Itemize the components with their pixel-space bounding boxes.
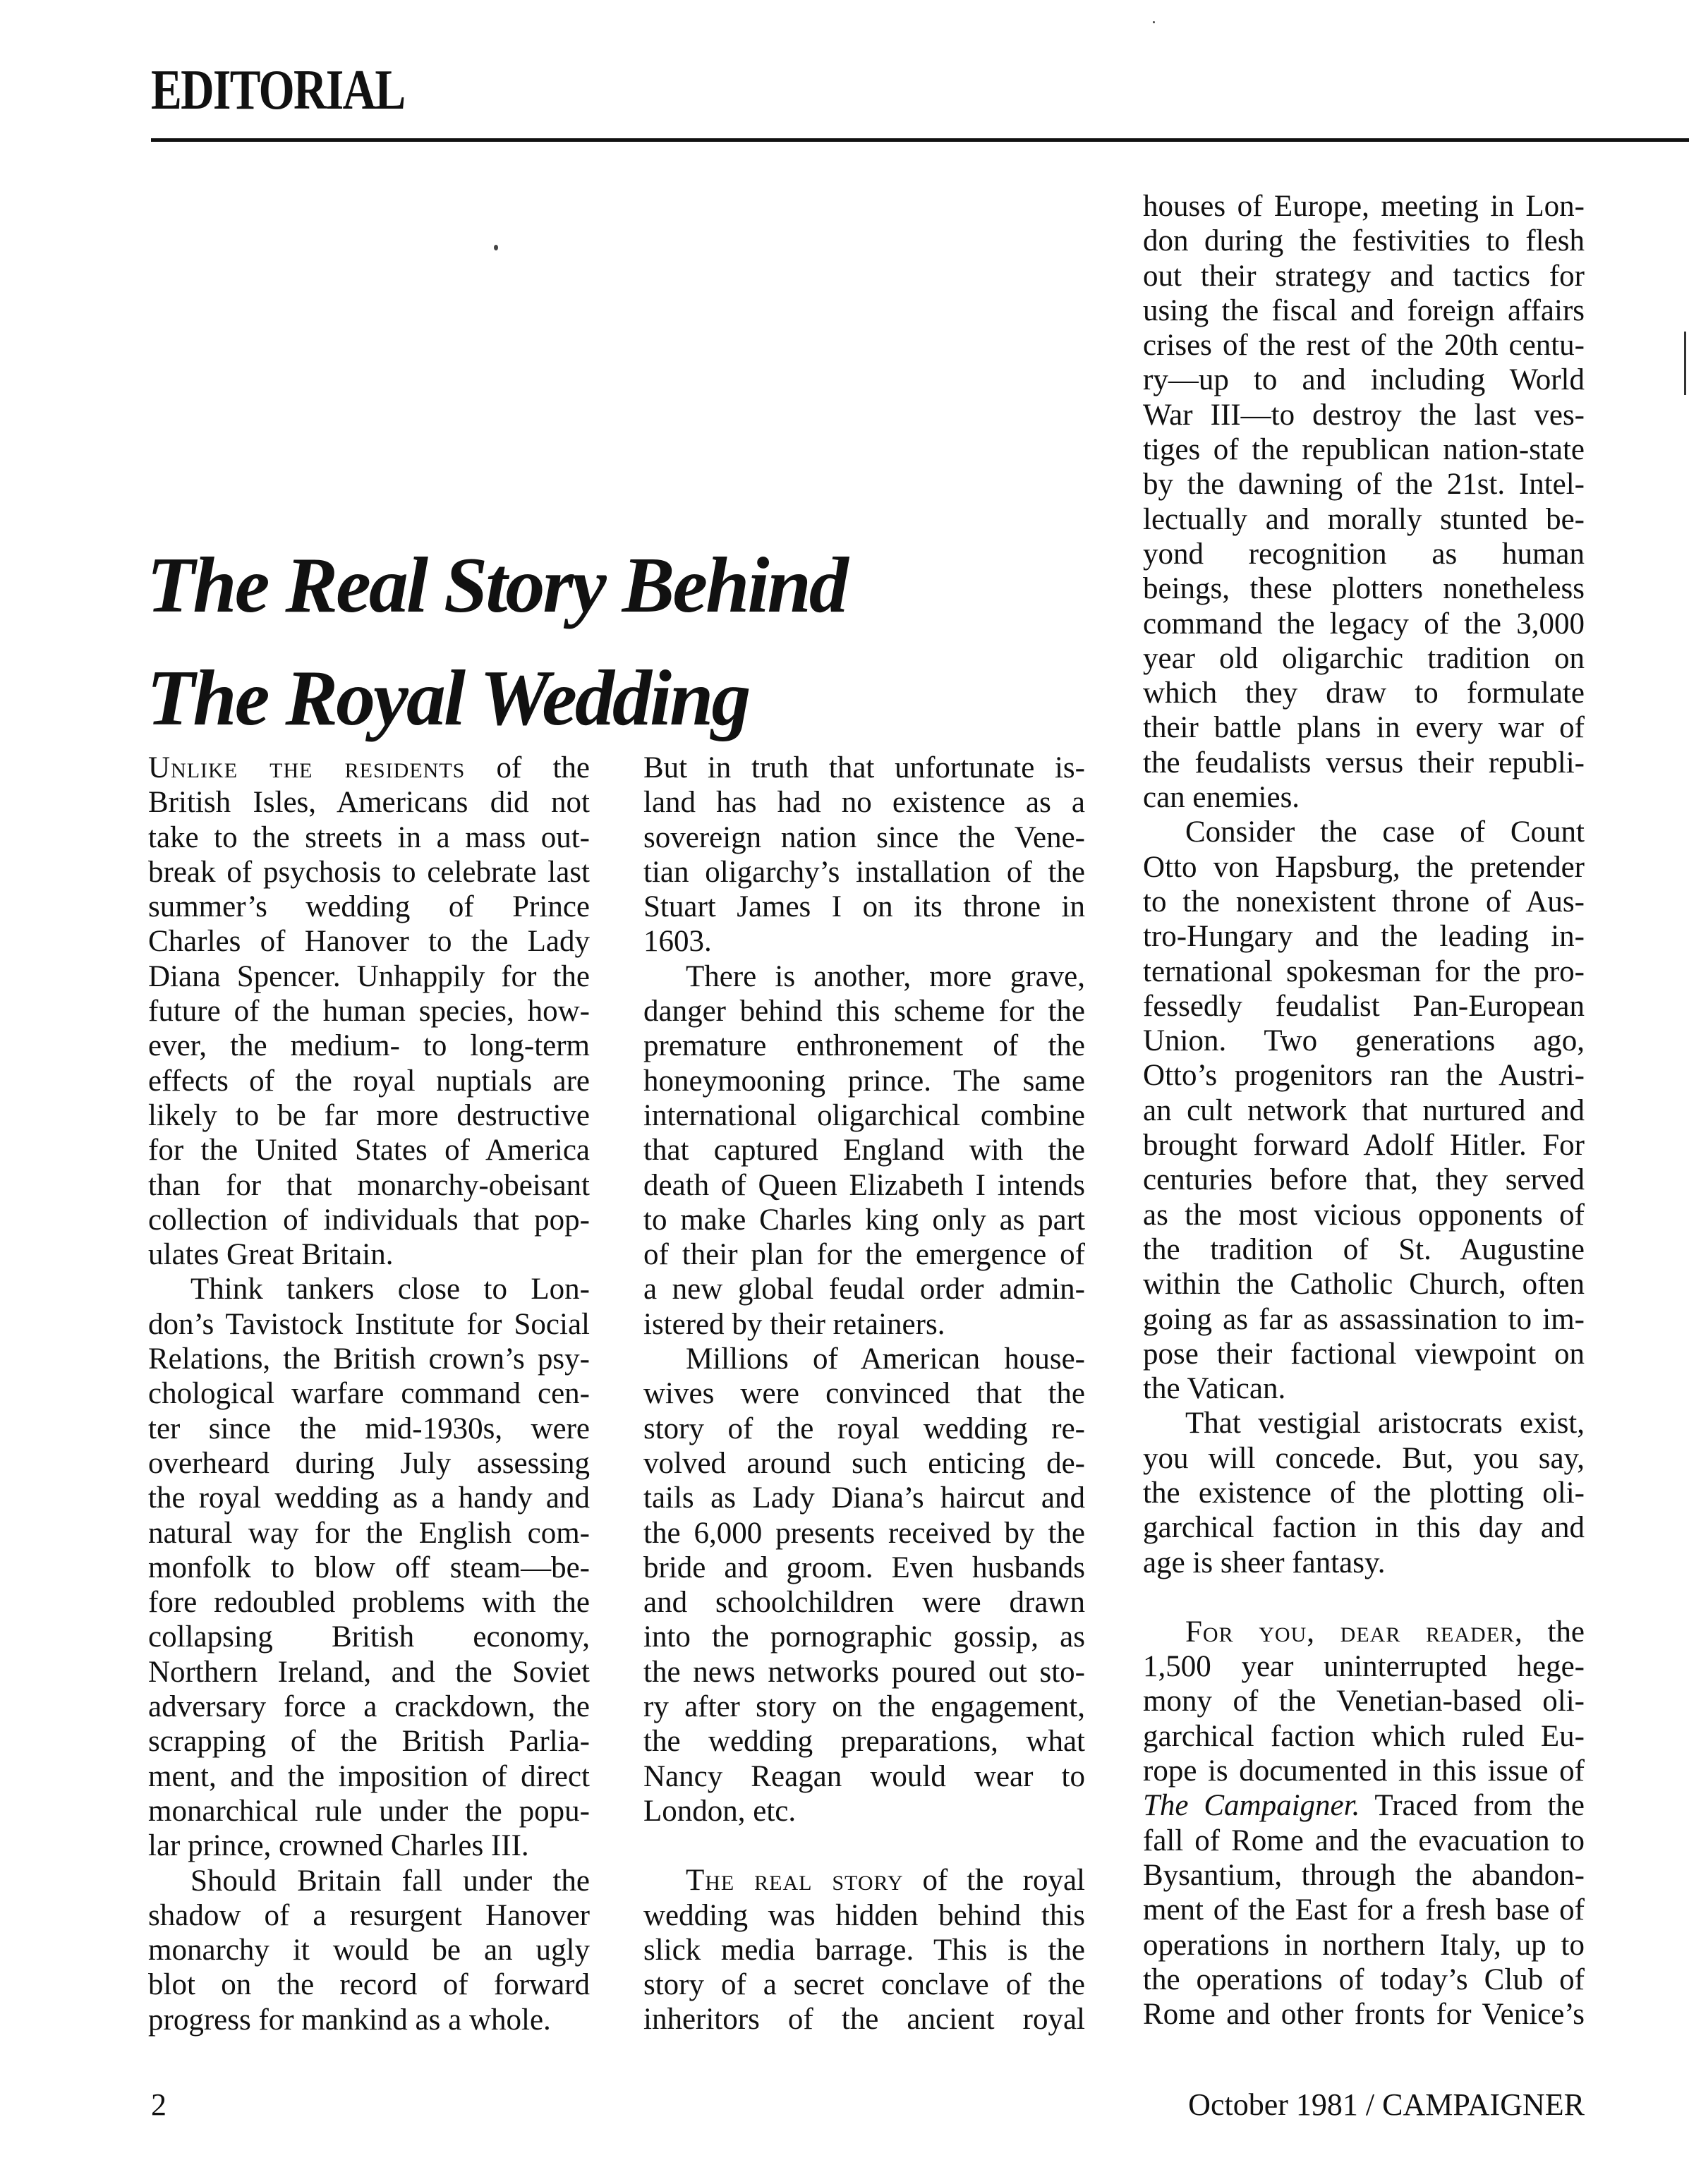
column-line: year old oligarchic tradition on (1143, 641, 1585, 675)
column-line: Relations, the British crown’s psy- (148, 1342, 590, 1376)
article-column-3 (1143, 189, 1585, 2032)
column-line: adversary force a crackdown, the (148, 1690, 590, 1724)
lead-in: For you, dear reader, (1185, 1615, 1523, 1649)
article-column-2 (643, 751, 1085, 2037)
column-line: the tradition of St. Augustine (1143, 1232, 1585, 1266)
column-line: the 6,000 presents received by the (643, 1516, 1085, 1550)
column-line: Should Britain fall under the (190, 1864, 590, 1898)
column-line: crises of the rest of the 20th centu- (1143, 329, 1585, 363)
column-line: wedding was hidden behind this (643, 1898, 1085, 1932)
column-line: ever, the medium- to long-term (148, 1029, 590, 1063)
column-line: out their strategy and tactics for (1143, 259, 1585, 293)
column-line: their battle plans in every war of (1143, 711, 1585, 745)
column-line: Think tankers close to Lon- (190, 1273, 590, 1306)
column-line: That vestigial aristocrats exist, (1185, 1407, 1585, 1440)
column-line: ry after story on the engagement, (643, 1690, 1085, 1724)
column-line: break of psychosis to celebrate last (148, 855, 590, 889)
column-line: tiges of the republican nation-state (1143, 433, 1585, 467)
column-line: inheritors of the ancient royal (643, 2003, 1085, 2037)
column-line: fore redoubled problems with the (148, 1586, 590, 1620)
column-line: to the nonexistent throne of Aus- (1143, 885, 1585, 918)
column-line: tails as Lady Diana’s haircut and (643, 1481, 1085, 1515)
column-line: istered by their retainers. (643, 1307, 945, 1341)
column-line: blot on the record of forward (148, 1968, 590, 2002)
publication-title: The Campaigner. (1143, 1789, 1360, 1823)
print-speck (1153, 21, 1155, 23)
column-line: effects of the royal nuptials are (148, 1064, 590, 1098)
column-line: overheard during July assessing (148, 1446, 590, 1480)
column-line: slick media barrage. This is the (643, 1933, 1085, 1967)
column-line: brought forward Adolf Hitler. For (1143, 1129, 1585, 1163)
column-line: yond recognition as human (1143, 537, 1585, 571)
article-title-line-2: The Royal Wedding (147, 655, 749, 742)
column-line: to make Charles king only as part (643, 1203, 1085, 1237)
column-line: age is sheer fantasy. (1143, 1546, 1386, 1579)
column-line: tro-Hungary and the leading in- (1143, 920, 1585, 954)
section-gap (643, 1828, 1085, 1863)
column-line: using the fiscal and foreign affairs (1143, 293, 1585, 327)
column-line: mony of the Venetian-based oli- (1143, 1685, 1585, 1718)
column-line: the feudalists versus their republi- (1143, 746, 1585, 779)
column-line: take to the streets in a mass out- (148, 820, 590, 854)
column-line: There is another, more grave, (686, 959, 1085, 993)
section-gap (1143, 1580, 1585, 1615)
column-line: for the United States of America (148, 1134, 590, 1167)
column-line: ry—up to and including World (1143, 363, 1585, 397)
column-line: story of a secret conclave of the (643, 1968, 1085, 2002)
column-line: scrapping of the British Parlia- (148, 1725, 590, 1759)
column-line: the existence of the plotting oli- (1143, 1476, 1585, 1510)
section-heading: EDITORIAL (151, 59, 405, 121)
column-line: danger behind this scheme for the (643, 995, 1085, 1029)
print-speck (494, 245, 498, 250)
column-line: Consider the case of Count (1185, 815, 1585, 849)
column-line: 1,500 year uninterrupted hege- (1143, 1650, 1585, 1684)
column-line: beings, these plotters nonetheless (1143, 572, 1585, 606)
column-line: volved around such enticing de- (643, 1446, 1085, 1480)
column-line: death of Queen Elizabeth I intends (643, 1168, 1085, 1202)
column-line: can enemies. (1143, 781, 1300, 815)
article-title (147, 529, 847, 755)
column-line: centuries before that, they served (1143, 1163, 1585, 1197)
column-line: future of the human species, how- (148, 995, 590, 1029)
column-line: going as far as assassination to im- (1143, 1302, 1585, 1336)
column-line: fessedly feudalist Pan-European (1143, 989, 1585, 1023)
column-line: you will concede. But, you say, (1143, 1441, 1585, 1475)
column-line: story of the royal wedding re- (643, 1412, 1085, 1445)
heading-rule (151, 138, 1689, 142)
column-line: the operations of today’s Club of (1143, 1962, 1585, 1996)
column-line: don during the festivities to flesh (1143, 224, 1585, 258)
column-line: bride and groom. Even husbands (643, 1551, 1085, 1584)
column-line: pose their factional viewpoint on (1143, 1337, 1585, 1371)
column-line: sovereign nation since the Vene- (643, 820, 1085, 854)
column-line: ulates Great Britain. (148, 1238, 394, 1272)
column-line: by the dawning of the 21st. Intel- (1143, 468, 1585, 502)
column-line: The Campaigner. Traced from the (1143, 1789, 1585, 1823)
article-title-line-1: The Real Story Behind (147, 542, 847, 629)
column-line: chological warfare command cen- (148, 1377, 590, 1411)
column-line: Bysantium, through the abandon- (1143, 1858, 1585, 1892)
column-line: that captured England with the (643, 1134, 1085, 1167)
column-line: as the most vicious opponents of (1143, 1198, 1585, 1232)
lead-in: The real story (686, 1864, 904, 1898)
column-line: Northern Ireland, and the Soviet (148, 1655, 590, 1689)
column-line: Millions of American house- (686, 1342, 1085, 1376)
column-line: ment, and the imposition of direct (148, 1759, 590, 1793)
column-line: Rome and other fronts for Venice’s (1143, 1998, 1585, 2032)
column-line: within the Catholic Church, often (1143, 1268, 1585, 1302)
column-line: Unlike the residents of the (148, 751, 590, 784)
column-line: command the legacy of the 3,000 (1143, 607, 1585, 641)
column-line: wives were convinced that the (643, 1377, 1085, 1411)
column-line: garchical faction in this day and (1143, 1511, 1585, 1545)
column-line: Stuart James I on its throne in (643, 890, 1085, 924)
column-line: the royal wedding as a handy and (148, 1481, 590, 1515)
column-line: Diana Spencer. Unhappily for the (148, 959, 590, 993)
column-line: The real story of the royal (686, 1864, 1086, 1898)
column-line: premature enthronement of the (643, 1029, 1085, 1063)
column-line: But in truth that unfortunate is- (643, 751, 1085, 784)
column-line: London, etc. (643, 1794, 797, 1828)
column-line: Union. Two generations ago, (1143, 1024, 1585, 1058)
column-line: collection of individuals that pop- (148, 1203, 590, 1237)
article-column-1 (148, 751, 590, 2037)
column-line: don’s Tavistock Institute for Social (148, 1307, 590, 1341)
column-line: progress for mankind as a whole. (148, 2003, 551, 2037)
column-line: a new global feudal order admin- (643, 1273, 1085, 1306)
column-line: monarchical rule under the popu- (148, 1794, 590, 1828)
column-line: shadow of a resurgent Hanover (148, 1898, 590, 1932)
column-line: Nancy Reagan would wear to (643, 1759, 1085, 1793)
column-line: ter since the mid-1930s, were (148, 1412, 590, 1445)
column-line: likely to be far more destructive (148, 1098, 590, 1132)
column-line: and schoolchildren were drawn (643, 1586, 1085, 1620)
column-line: British Isles, Americans did not (148, 786, 590, 820)
column-line: operations in northern Italy, up to (1143, 1928, 1585, 1962)
column-line: land has had no existence as a (643, 786, 1085, 820)
column-line: Charles of Hanover to the Lady (148, 925, 590, 959)
scan-edge-mark (1684, 332, 1686, 395)
column-line: the wedding preparations, what (643, 1725, 1085, 1759)
column-line: Otto’s progenitors ran the Austri- (1143, 1059, 1585, 1093)
column-line: Otto von Hapsburg, the pretender (1143, 850, 1585, 884)
column-line: summer’s wedding of Prince (148, 890, 590, 924)
column-line: garchical faction which ruled Eu- (1143, 1719, 1585, 1753)
column-line: monarchy it would be an ugly (148, 1934, 590, 1967)
column-line: collapsing British economy, (148, 1620, 590, 1654)
issue-footer: October 1981 / CAMPAIGNER (1188, 2087, 1585, 2122)
column-line: honeymooning prince. The same (643, 1064, 1085, 1098)
column-line: the Vatican. (1143, 1372, 1286, 1406)
column-line: fall of Rome and the evacuation to (1143, 1824, 1585, 1857)
page-number: 2 (151, 2087, 167, 2122)
column-line: of their plan for the emergence of (643, 1238, 1085, 1272)
lead-in: Unlike the residents (148, 751, 466, 784)
column-line: rope is documented in this issue of (1143, 1754, 1585, 1788)
column-line: than for that monarchy-obeisant (148, 1168, 590, 1202)
column-line: into the pornographic gossip, as (643, 1620, 1085, 1654)
column-line: natural way for the English com- (148, 1516, 590, 1550)
column-line: an cult network that nurtured and (1143, 1093, 1585, 1127)
column-line: lar prince, crowned Charles III. (148, 1829, 529, 1863)
column-line: the news networks poured out sto- (643, 1655, 1085, 1689)
column-line: War III—to destroy the last ves- (1143, 398, 1585, 432)
column-line: monfolk to blow off steam—be- (148, 1551, 590, 1584)
column-line: international oligarchical combine (643, 1098, 1085, 1132)
column-line: houses of Europe, meeting in Lon- (1143, 190, 1585, 223)
column-line: For you, dear reader, the (1185, 1615, 1585, 1649)
column-line: tian oligarchy’s installation of the (643, 855, 1085, 889)
column-line: ment of the East for a fresh base of (1143, 1893, 1585, 1927)
column-line: ternational spokesman for the pro- (1143, 954, 1585, 988)
column-line: lectually and morally stunted be- (1143, 502, 1585, 536)
column-line: which they draw to formulate (1143, 677, 1585, 710)
column-line: 1603. (643, 925, 712, 959)
